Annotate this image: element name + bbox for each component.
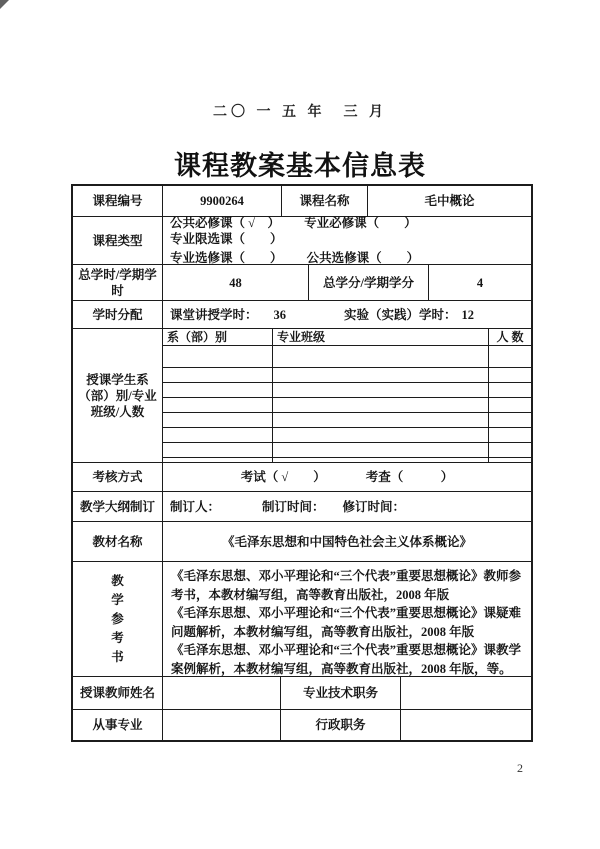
teacher-name-label: 授课教师姓名 [73,677,163,709]
option-major-limited: 专业限选课（ ） [170,232,283,246]
empty-cell [489,458,531,462]
row-major [73,710,531,740]
empty-cell [489,413,531,427]
course-type-options [163,217,531,264]
row-students [73,329,531,463]
scan-artifact-corner [0,0,9,9]
row-hours-credits [73,265,531,301]
row-teacher [73,677,531,710]
total-hours-label: 总学时/学期学时 [73,265,163,300]
student-table-empty-row [163,368,531,383]
student-table-empty-row [163,458,531,462]
student-table-empty-row [163,443,531,458]
total-credits-value: 4 [476,275,484,290]
row-assessment [73,463,531,492]
major-value-cell [163,710,281,740]
course-name-label: 课程名称 [282,186,368,216]
syllabus-revision-label: 修订时间： [342,499,406,514]
empty-cell [489,346,531,367]
syllabus-time-label: 制订时间： [262,499,325,514]
empty-cell [163,398,273,412]
empty-cell [163,383,273,397]
total-hours-value: 48 [163,265,309,300]
option-public-required: 公共必修课（ √ ） [170,216,280,230]
empty-cell [273,443,489,457]
references-label [73,562,163,676]
assessment-exam-option: 考试（ √ ） [240,470,326,484]
syllabus-content [163,492,531,521]
admin-title-value-cell [401,710,531,740]
row-course-id-name [73,186,531,217]
hours-alloc-content [163,301,531,328]
option-public-elective: 公共选修课（ ） [306,251,420,265]
tech-title-value-cell [401,677,531,709]
reference-item: 《毛泽东思想、邓小平理论和“三个代表”重要思想概论》课疑难问题解析，本教材编写组，高等教育出版社，2008 年版 [171,606,522,639]
empty-cell [163,443,273,457]
dept-header: 系（部）别 [163,329,273,345]
student-table-empty-row [163,428,531,443]
course-type-line-2 [170,250,419,266]
student-table-empty-row [163,383,531,398]
course-id-label: 课程编号 [73,186,163,216]
empty-cell [273,368,489,382]
lecture-hours-value: 36 [273,307,287,322]
empty-cell [489,443,531,457]
admin-title-label: 行政职务 [281,710,401,740]
empty-cell [273,428,489,442]
row-course-type [73,217,531,265]
students-table [163,329,531,462]
row-textbook [73,522,531,562]
empty-cell [273,383,489,397]
empty-cell [489,428,531,442]
empty-cell [163,346,273,367]
textbook-label: 教材名称 [73,522,163,561]
students-label: 授课学生系（部）别/专业班级/人数 [73,329,163,462]
empty-cell [163,428,273,442]
empty-cell [489,398,531,412]
assessment-label: 考核方式 [73,463,163,491]
empty-cell [163,413,273,427]
students-table-cell [163,329,531,462]
page-title: 课程教案基本信息表 [174,151,426,181]
course-info-table [71,184,533,742]
syllabus-maker-label: 制订人： [170,499,221,514]
reference-item: 《毛泽东思想、邓小平理论和“三个代表”重要思想概论》教师参考书，本教材编写组，高等教育出版社，2008 年版 [171,569,522,602]
tech-title-label: 专业技术职务 [281,677,401,709]
empty-cell [273,346,489,367]
lab-hours-value: 12 [461,307,475,322]
empty-cell [489,383,531,397]
syllabus-label: 教学大纲制订 [73,492,163,521]
page-number: 2 [517,761,523,775]
lab-hours-label: 实验（实践）学时： [344,307,457,322]
empty-cell [163,368,273,382]
assessment-review-option: 考查（ ） [365,470,454,484]
student-table-empty-row [163,413,531,428]
course-name-value: 毛中概论 [424,194,475,208]
row-references [73,562,531,677]
option-major-elective: 专业选修课（ ） [170,251,283,265]
major-label: 从事专业 [73,710,163,740]
row-hours-allocation [73,301,531,329]
assessment-content [163,463,531,491]
lecture-hours-label: 课堂讲授学时： [170,307,258,322]
references-content [163,562,531,676]
teacher-name-value-cell [163,677,281,709]
students-table-header [163,329,531,346]
reference-item: 《毛泽东思想、邓小平理论和“三个代表”重要思想概论》课教学案例解析，本教材编写组，高等教育出版社，2008 年版，等。 [171,643,522,676]
course-id-value: 9900264 [163,186,282,216]
empty-cell [273,413,489,427]
total-credits-label: 总学分/学期学分 [309,265,429,300]
document-date: 二〇 一 五 年 三 月 [213,105,387,120]
student-table-empty-row [163,398,531,413]
hours-alloc-label: 学时分配 [73,301,163,328]
count-header: 人 数 [496,330,524,344]
empty-cell [489,368,531,382]
references-label-text: 教学参考书 [111,573,124,664]
course-type-label: 课程类型 [73,217,163,264]
class-header: 专业班级 [273,329,489,345]
empty-cell [273,458,489,462]
course-type-line-1 [170,215,527,247]
student-table-empty-row [163,346,531,368]
empty-cell [273,398,489,412]
option-major-required: 专业必修课（ ） [304,216,417,230]
empty-cell [163,458,273,462]
row-syllabus [73,492,531,522]
textbook-name: 《毛泽东思想和中国特色社会主义体系概论》 [221,534,472,549]
